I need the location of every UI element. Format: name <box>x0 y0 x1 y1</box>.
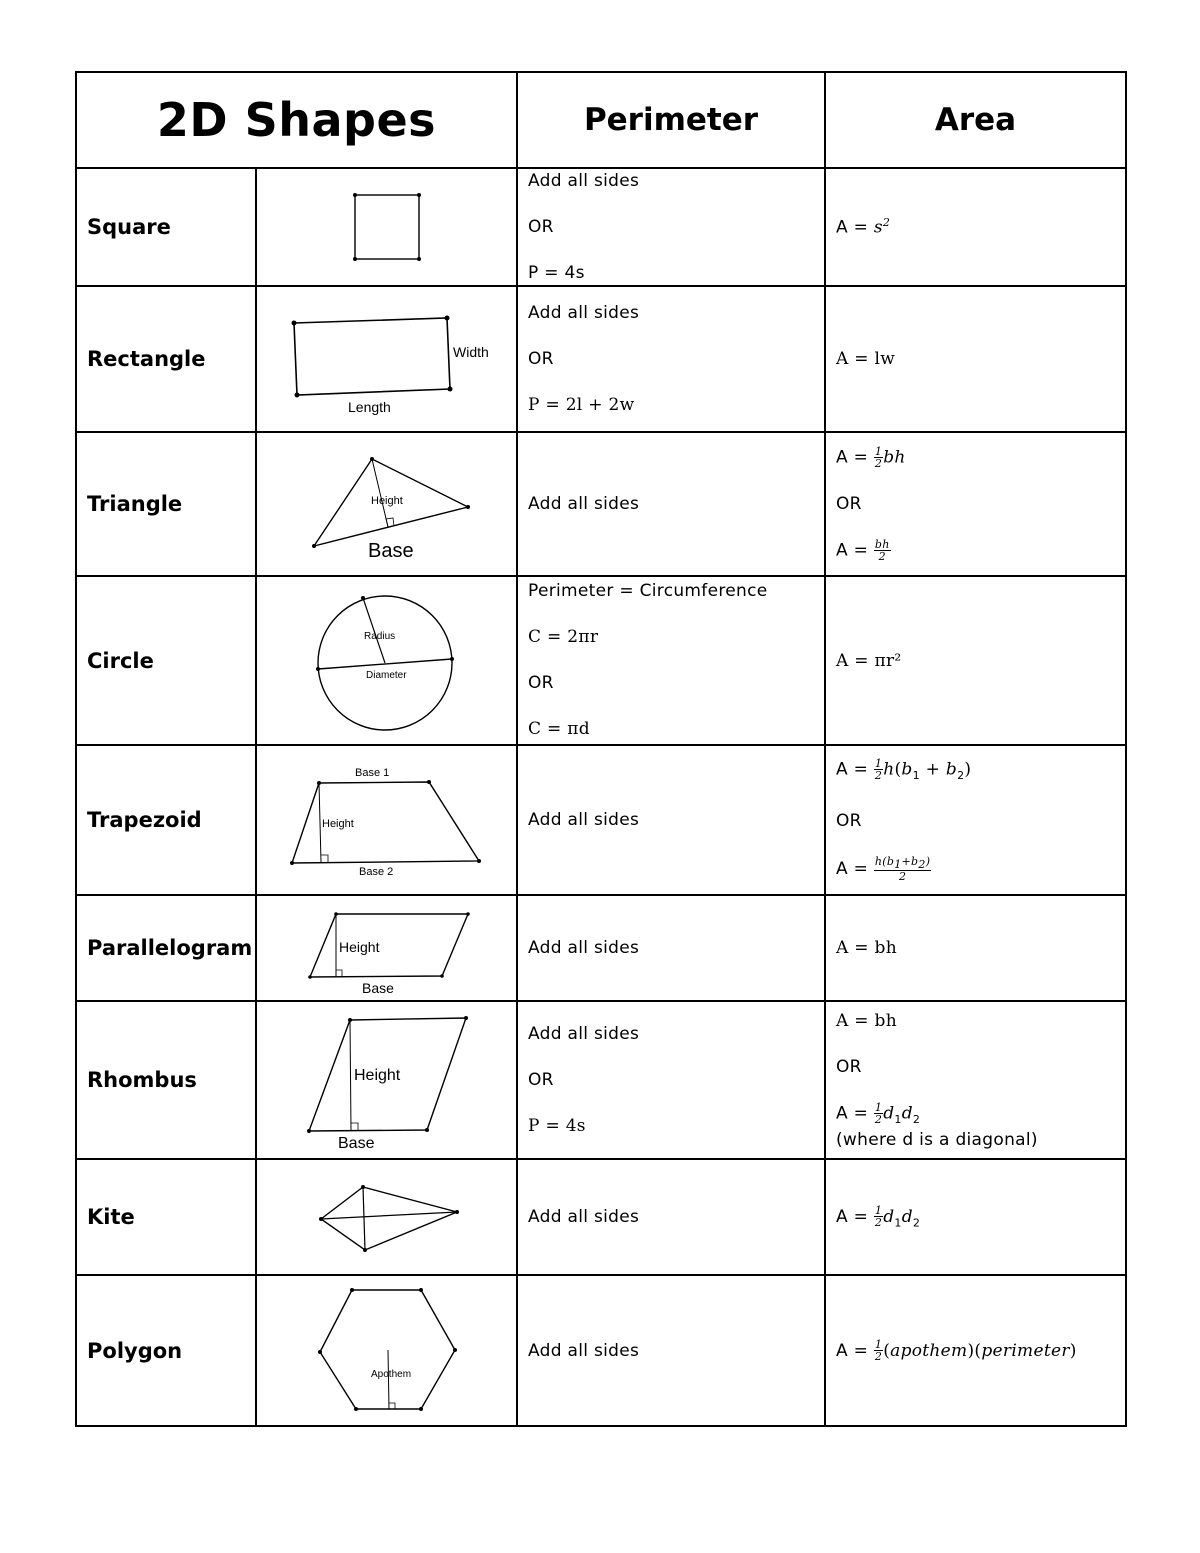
circle-diagram <box>259 581 514 741</box>
square-area: $A = s^2$ <box>825 168 1126 286</box>
table-row <box>76 895 1126 1001</box>
perimeter-header: Perimeter <box>517 72 825 168</box>
table-row <box>76 1159 1126 1275</box>
rectangle-width-label: Width <box>453 344 489 360</box>
circle-perimeter: Perimeter = Circumference C = 2πr OR C = πd <box>517 576 825 745</box>
rectangle-length-label: Length <box>348 399 391 415</box>
rectangle-perimeter: Add all sides OR P = 2l + 2w <box>517 286 825 432</box>
shape-name-rectangle: Rectangle <box>76 286 256 432</box>
kite-perimeter: Add all sides <box>517 1159 825 1275</box>
table-row <box>76 432 1126 576</box>
trapezoid-area: A = $\frac{1}{2}$ $h(b_1 + b_2)$ OR A = $\frac{h(b_1+b_2)}{2}$ <box>825 745 1126 895</box>
polygon-figure-cell <box>256 1275 517 1426</box>
square-perimeter: Add all sides OR P = 4s <box>517 168 825 286</box>
triangle-base-label: Base <box>368 540 414 562</box>
parallelogram-figure-cell <box>256 895 517 1001</box>
kite-area: A = $\frac{1}{2}$ $d_1d_2$ <box>825 1159 1126 1275</box>
polygon-apothem-label: Apothem <box>371 1369 412 1380</box>
perimeter-formula: P = 2l + 2w <box>528 394 635 415</box>
rhombus-base-label: Base <box>338 1135 375 1152</box>
table-title: 2D Shapes <box>76 72 517 168</box>
table-row <box>76 1001 1126 1159</box>
triangle-perimeter: Add all sides <box>517 432 825 576</box>
shape-name-rhombus: Rhombus <box>76 1001 256 1159</box>
polygon-perimeter: Add all sides <box>517 1275 825 1426</box>
trapezoid-height-label: Height <box>322 817 354 830</box>
rectangle-area: A = lw <box>825 286 1126 432</box>
rhombus-diagram <box>259 1004 514 1156</box>
square-figure-cell <box>256 168 517 286</box>
trapezoid-diagram <box>259 748 514 893</box>
shape-name-circle: Circle <box>76 576 256 745</box>
shape-name-triangle: Triangle <box>76 432 256 576</box>
perimeter-rule: Add all sides <box>528 170 640 191</box>
parallelogram-height-label: Height <box>339 939 380 955</box>
trapezoid-figure-cell <box>256 745 517 895</box>
triangle-figure-cell <box>256 432 517 576</box>
table-row <box>76 286 1126 432</box>
table-row <box>76 1275 1126 1426</box>
table-row <box>76 168 1126 286</box>
square-diagram <box>337 177 437 277</box>
rectangle-diagram <box>259 289 514 429</box>
or-label: OR <box>528 216 554 237</box>
circle-figure-cell <box>256 576 517 745</box>
perimeter-formula: P = 4 <box>528 262 576 283</box>
parallelogram-diagram <box>259 898 514 998</box>
shapes-table <box>75 71 1127 1427</box>
trapezoid-base2-label: Base 2 <box>359 865 394 878</box>
trapezoid-base1-label: Base 1 <box>355 766 390 779</box>
hexagon-diagram <box>259 1278 514 1423</box>
circle-area: A = πr² <box>825 576 1126 745</box>
parallelogram-base-label: Base <box>362 980 394 996</box>
rectangle-figure-cell <box>256 286 517 432</box>
polygon-area: A = $\frac{1}{2}$ (apothem)(perimeter) <box>825 1275 1126 1426</box>
shape-name-kite: Kite <box>76 1159 256 1275</box>
table-row <box>76 576 1126 745</box>
parallelogram-area: A = bh <box>825 895 1126 1001</box>
triangle-diagram <box>259 434 514 574</box>
rhombus-height-label: Height <box>354 1067 401 1084</box>
kite-figure-cell <box>256 1159 517 1275</box>
table-row <box>76 745 1126 895</box>
shape-name-polygon: Polygon <box>76 1275 256 1426</box>
area-header: Area <box>825 72 1126 168</box>
header-row <box>76 72 1126 168</box>
kite-diagram <box>259 1162 514 1272</box>
triangle-height-label: Height <box>371 495 403 507</box>
parallelogram-perimeter: Add all sides <box>517 895 825 1001</box>
rhombus-figure-cell <box>256 1001 517 1159</box>
circle-radius-label: Radius <box>364 630 396 642</box>
rhombus-area: A = bh OR A = $\frac{1}{2}$ $d_1d_2$ (where d is a diagonal) <box>825 1001 1126 1159</box>
shape-name-square: Square <box>76 168 256 286</box>
diagonal-note: (where d is a diagonal) <box>836 1130 1038 1151</box>
rhombus-perimeter: Add all sides OR P = 4s <box>517 1001 825 1159</box>
triangle-area: A = $\frac{1}{2}$ bh OR A = $\frac{bh}{2}$ <box>825 432 1126 576</box>
trapezoid-perimeter: Add all sides <box>517 745 825 895</box>
shape-name-parallelogram: Parallelogram <box>76 895 256 1001</box>
shape-name-trapezoid: Trapezoid <box>76 745 256 895</box>
circle-diameter-label: Diameter <box>366 669 407 681</box>
